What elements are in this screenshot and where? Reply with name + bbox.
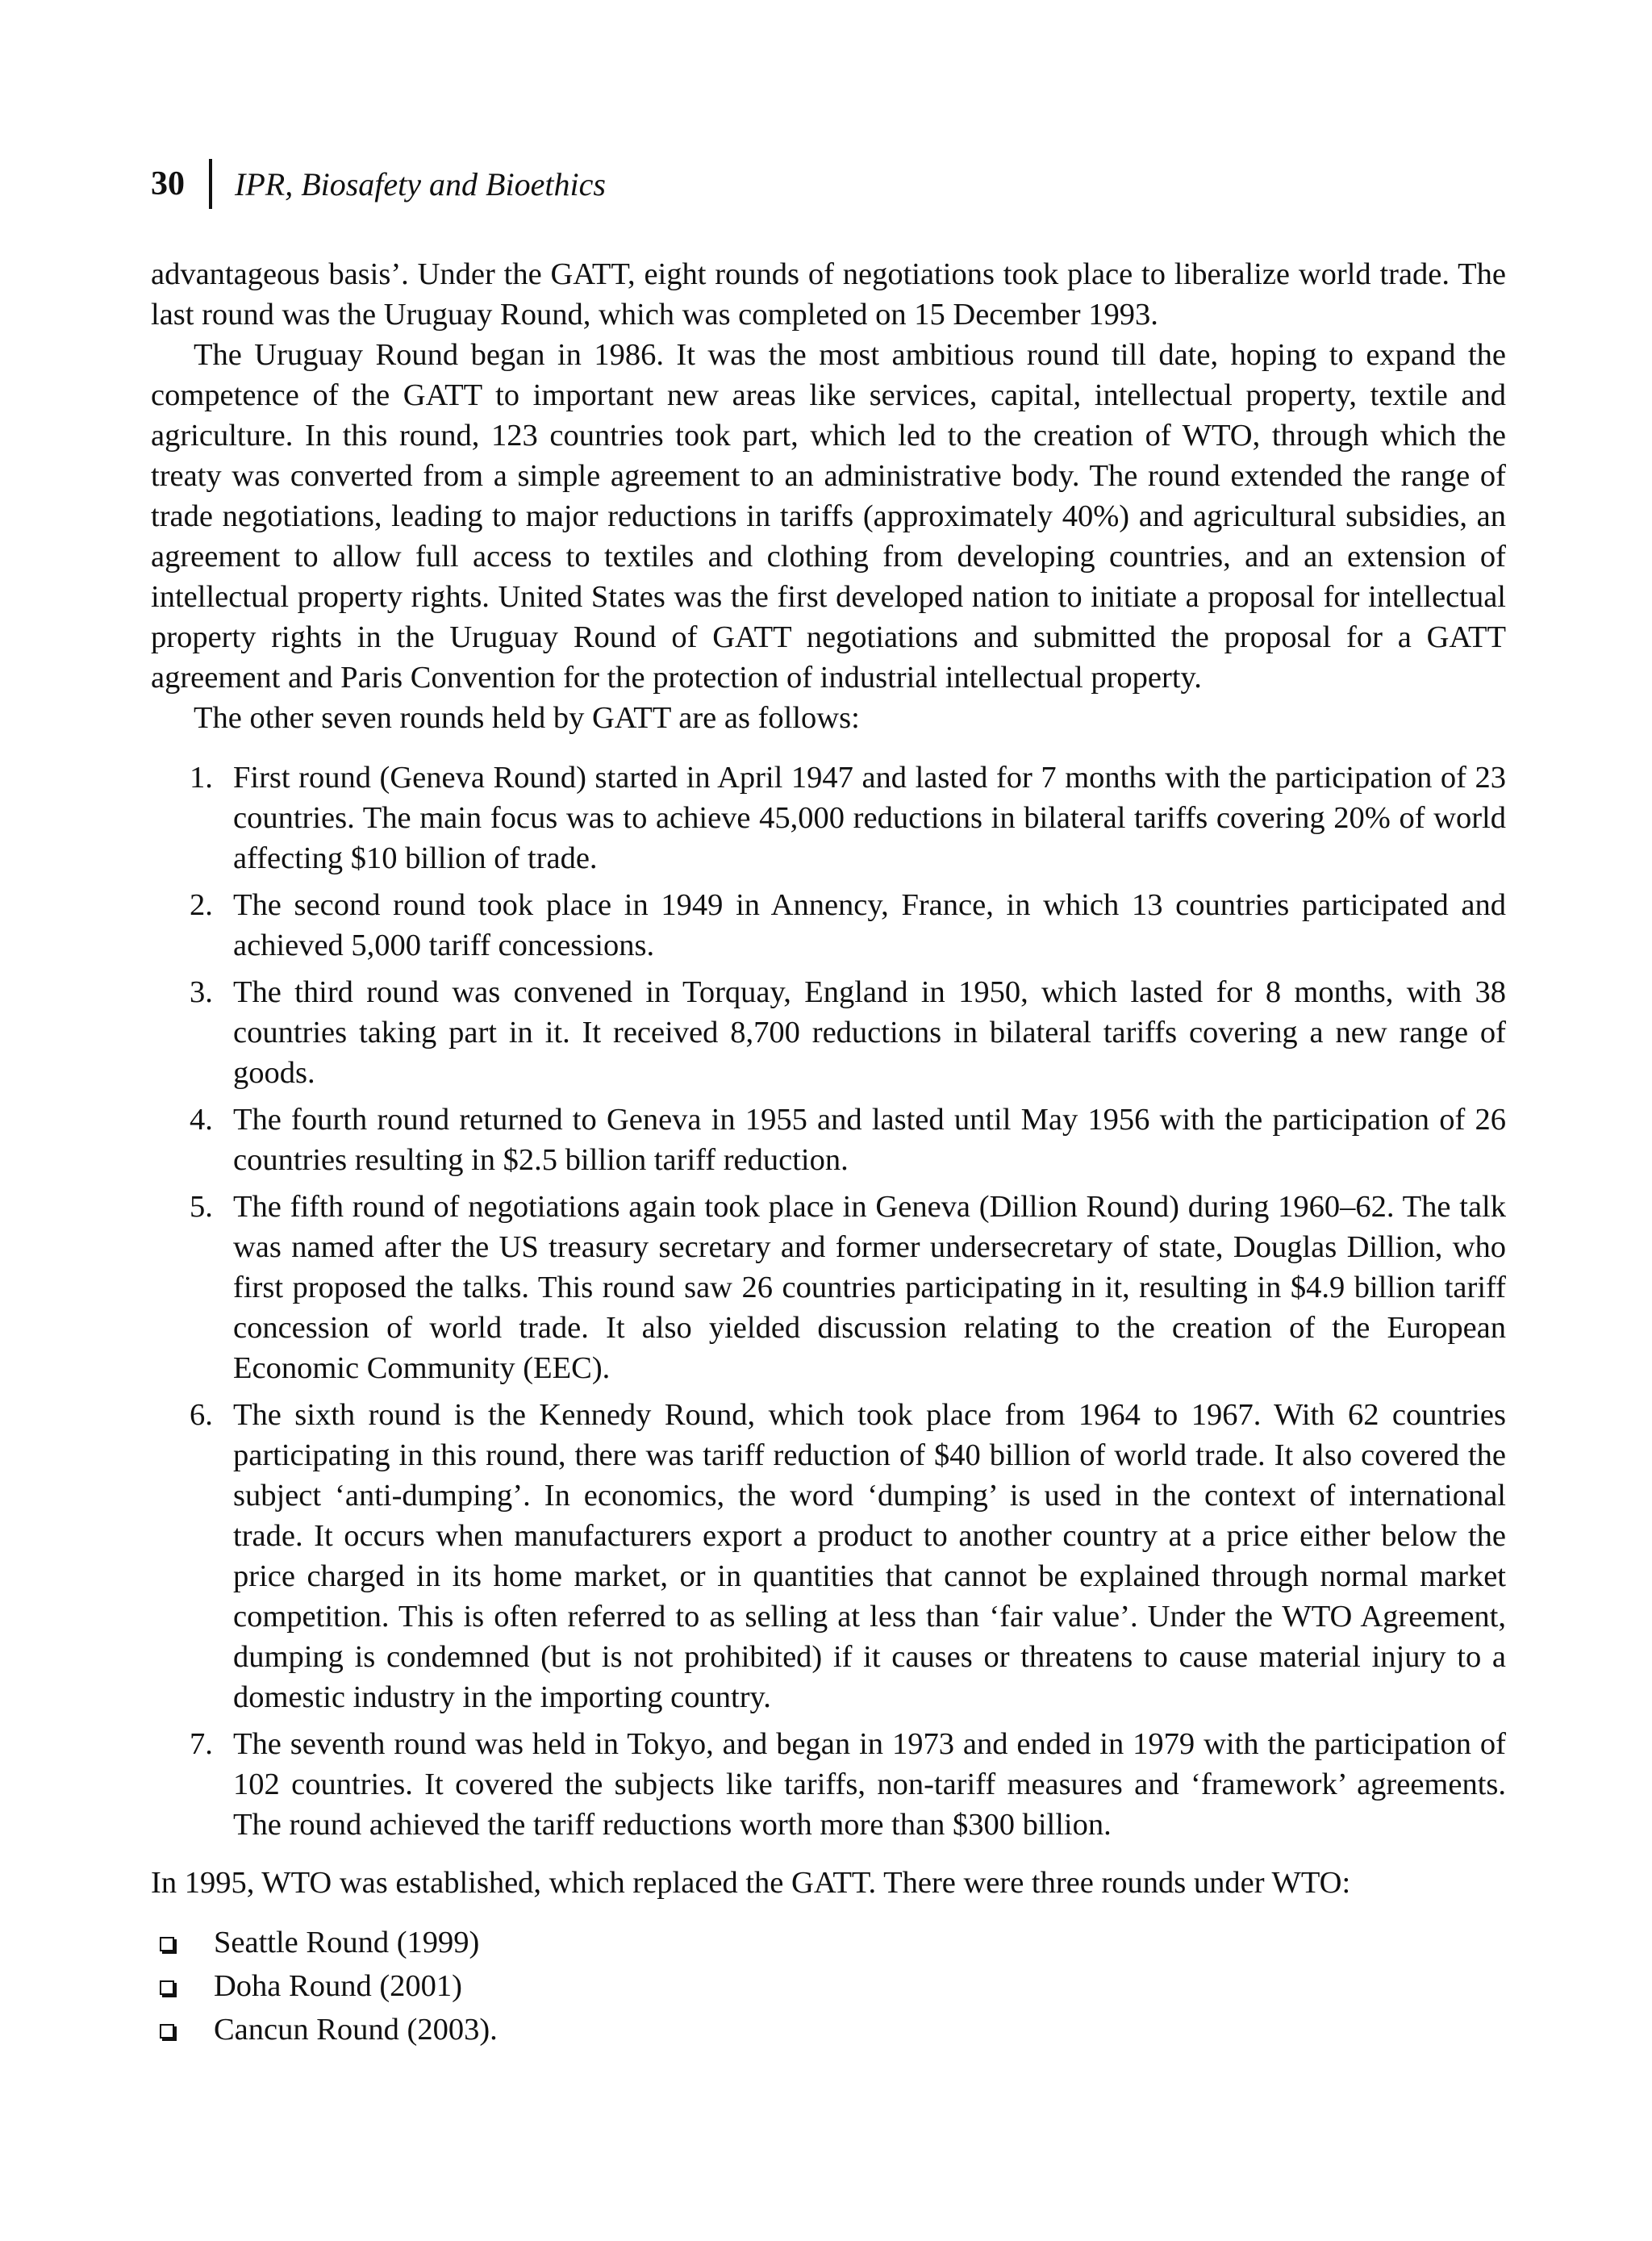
list-number: 4. [190,1103,213,1137]
list-number: 6. [190,1398,213,1432]
list-item [151,1187,1506,1388]
running-header [151,158,606,210]
wto-rounds-list [151,1921,1506,2051]
list-text: The fourth round returned to Geneva in 1955 and lasted until May 1956 with the participation of 26 countries resulting in $2.5 billion tariff reduction. [233,1103,1506,1177]
list-item [151,885,1506,966]
list-text: First round (Geneva Round) started in April 1947 and lasted for 7 months with the participation of 23 countries. The main focus was to achieve 45,000 reductions in bilateral tariffs covering 20% of world affecting $10 billion of trade. [233,761,1506,875]
checkbox-bullet-icon [160,2024,174,2039]
list-text: Cancun Round (2003). [214,2013,498,2047]
list-item [151,1964,1506,2008]
list-number: 7. [190,1727,213,1761]
list-item [151,1395,1506,1717]
list-item [151,1100,1506,1180]
page-number: 30 [151,165,185,202]
list-item [151,972,1506,1093]
list-text: Doha Round (2001) [214,1969,462,2003]
list-item [151,757,1506,878]
list-number: 2. [190,888,213,922]
list-item [151,2008,1506,2051]
list-number: 5. [190,1190,213,1224]
paragraph: The Uruguay Round began in 1986. It was the most ambitious round till date, hoping to expand the competence of the GATT to important new areas like services, capital, intellectual property, textile and agriculture. In this round, 123 countries took part, which led to the creation of WTO, through which the treaty was converted from a simple agreement to an administrative body. The round extended the range of trade negotiations, leading to major reductions in tariffs (approximately 40%) and agricultural subsidies, an agreement to allow full access to textiles and clothing from developing countries, and an extension of intellectual property rights. United States was the first developed nation to initiate a proposal for intellectual property rights in the Uruguay Round of GATT negotiations and submitted the proposal for a GATT agreement and Paris Convention for the protection of industrial intellectual property. [151,338,1506,695]
paragraph: The other seven rounds held by GATT are as follows: [194,701,860,735]
page-body [151,254,1506,2051]
list-item [151,1724,1506,1845]
list-text: The second round took place in 1949 in Annency, France, in which 13 countries participated and achieved 5,000 tariff concessions. [233,888,1506,962]
checkbox-bullet-icon [160,1980,174,1995]
paragraph: advantageous basis’. Under the GATT, eight rounds of negotiations took place to liberalize world trade. The last round was the Uruguay Round, which was completed on 15 December 1993. [151,257,1506,332]
book-title: IPR, Biosafety and Bioethics [235,165,606,202]
list-text: The sixth round is the Kennedy Round, which took place from 1964 to 1967. With 62 countries participating in this round, there was tariff reduction of $40 billion of world trade. It also covered the subject ‘anti-dumping’. In economics, the word ‘dumping’ is used in the context of international trade. It occurs when manufacturers export a product to another country at a price either below the price charged in its home market, or in quantities that cannot be explained through normal market competition. This is often referred to as selling at less than ‘fair value’. Under the WTO Agreement, dumping is condemned (but is not prohibited) if it causes or threatens to cause material injury to a domestic industry in the importing country. [233,1398,1506,1714]
checkbox-bullet-icon [160,1937,174,1951]
list-item [151,1921,1506,1964]
list-text: Seattle Round (1999) [214,1926,480,1959]
list-number: 1. [190,761,213,795]
list-text: The fifth round of negotiations again took place in Geneva (Dillion Round) during 1960–62. The talk was named after the US treasury secretary and former undersecretary of state, Douglas Dillion, who first proposed the talks. This round saw 26 countries participating in it, resulting in $4.9 billion tariff concession of world trade. It also yielded discussion relating to the creation of the European Economic Community (EEC). [233,1190,1506,1385]
gatt-rounds-list [151,757,1506,1845]
list-text: The seventh round was held in Tokyo, and began in 1973 and ended in 1979 with the participation of 102 countries. It covered the subjects like tariffs, non-tariff measures and ‘framework’ agreements. The round achieved the tariff reductions worth more than $300 billion. [233,1727,1506,1842]
list-number: 3. [190,975,213,1009]
list-text: The third round was convened in Torquay, England in 1950, which lasted for 8 months, with 38 countries taking part in it. It received 8,700 reductions in bilateral tariffs covering a new range of goods. [233,975,1506,1090]
header-divider [209,159,212,209]
paragraph: In 1995, WTO was established, which replaced the GATT. There were three rounds under WTO: [151,1866,1351,1900]
